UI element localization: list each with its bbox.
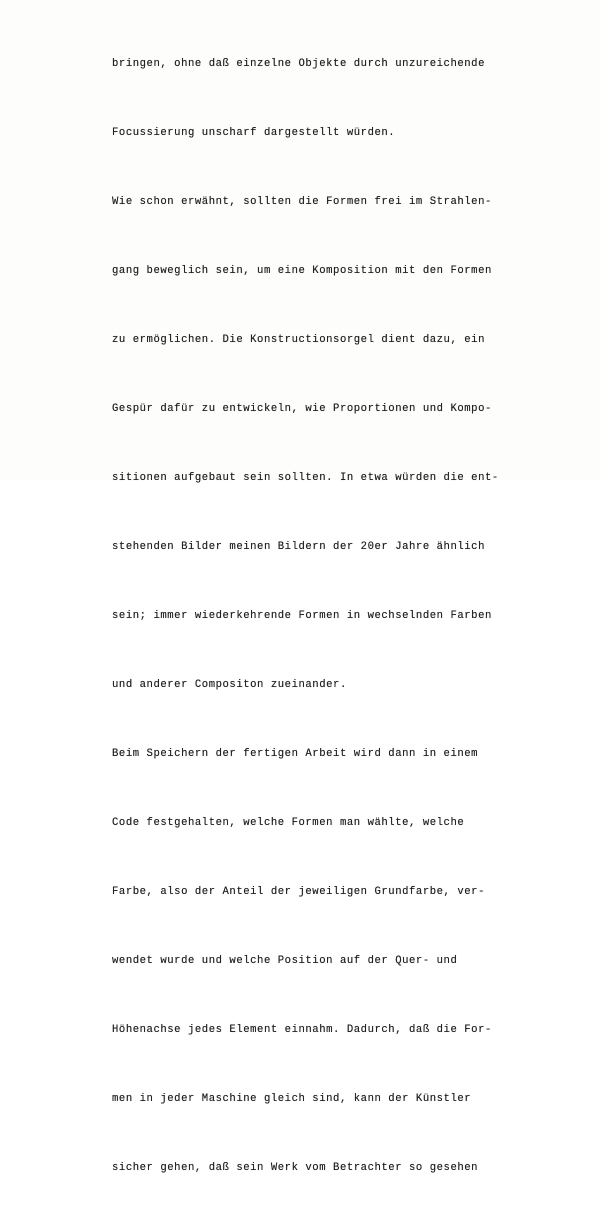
text-line: Farbe, also der Anteil der jeweiligen Grundfarbe, ver-: [112, 886, 485, 898]
typewritten-text: [112, 7, 499, 1226]
text-line: Wie schon erwähnt, sollten die Formen frei im Strahlen-: [112, 196, 492, 208]
text-line: sein; immer wiederkehrende Formen in wechselnden Farben: [112, 610, 492, 622]
text-line: bringen, ohne daß einzelne Objekte durch unzureichende: [112, 58, 485, 70]
text-line: Beim Speichern der fertigen Arbeit wird dann in einem: [112, 748, 479, 760]
text-line: und anderer Compositon zueinander.: [112, 679, 347, 691]
text-line: zu ermöglichen. Die Konstructionsorgel dient dazu, ein: [112, 334, 485, 346]
text-line: men in jeder Maschine gleich sind, kann der Künstler: [112, 1093, 472, 1105]
text-line: Focussierung unscharf dargestellt würden.: [112, 127, 396, 139]
text-line: sicher gehen, daß sein Werk vom Betrachter so gesehen: [112, 1162, 479, 1174]
text-line: sitionen aufgebaut sein sollten. In etwa würden die ent-: [112, 472, 499, 484]
text-line: Höhenachse jedes Element einnahm. Dadurch, daß die For-: [112, 1024, 492, 1036]
text-line: stehenden Bilder meinen Bildern der 20er Jahre ähnlich: [112, 541, 485, 553]
text-line: Code festgehalten, welche Formen man wählte, welche: [112, 817, 465, 829]
text-line: gang beweglich sein, um eine Komposition mit den Formen: [112, 265, 492, 277]
text-line: wendet wurde und welche Position auf der Quer- und: [112, 955, 458, 967]
text-line: Gespür dafür zu entwickeln, wie Proportionen und Kompo-: [112, 403, 492, 415]
